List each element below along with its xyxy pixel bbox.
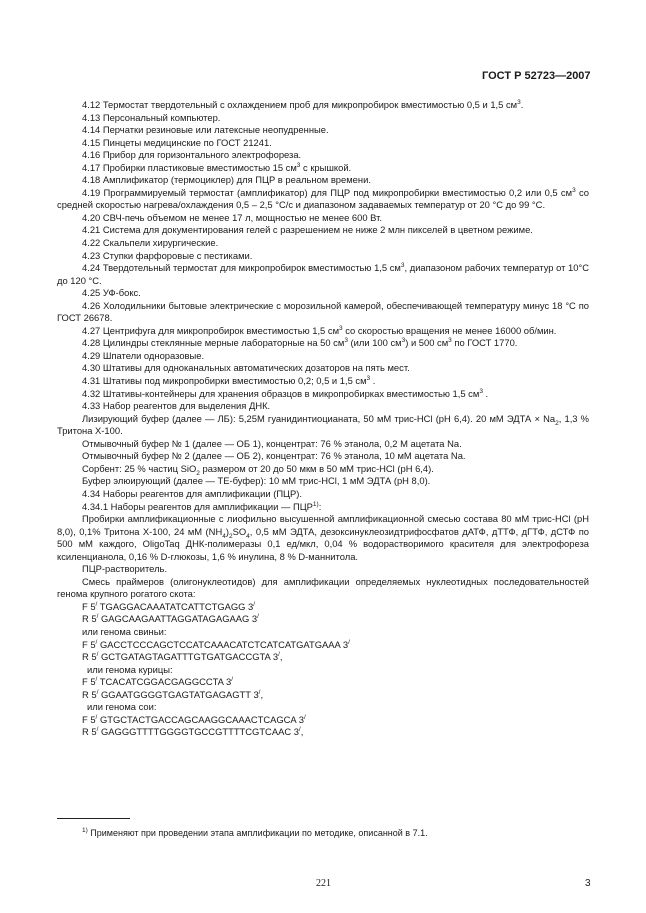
item-4-24: 4.24 Твердотельный термостат для микропробирок вместимостью 1,5 $см^3$, диапазоном рабочих температур от 10°С до 120 °С. (57, 261, 589, 286)
sorbent: Сорбент: 25 % частиц SiO$_2$ размером от 20 до 50 мкм в 50 мМ трис-HCl (pH 6,4). (82, 462, 434, 477)
item-4-27: 4.27 Центрифуга для микропробирок вместимостью 1,5 $см^3$ со скоростью вращения не менее 16000 об/мин. (82, 324, 557, 336)
elution-buffer: Буфер элюирующий (далее — ТЕ-буфер): 10 мМ трис-HCl, 1 мМ ЭДТА (pH 8,0). (82, 475, 431, 487)
sheet-number: 3 (585, 878, 591, 889)
item-4-18: 4.18 Амплификатор (термоциклер) для ПЦР в реальном времени. (82, 174, 371, 186)
item-4-16: 4.16 Прибор для горизонтального электрофореза. (82, 149, 302, 161)
item-4-19: 4.19 Программируемый термостат (амплификатор) для ПЦР под микропробирки вместимостью 0,2 или 0,5 $см^3$ со средней скоростью нагрева/охлаждения 0,5 – 2,5 °С/с и диапазоном задаваемых температур от 20 °С до 99 °С. (57, 186, 589, 211)
primer-cattle-r: R 5/ GAGCAAGAATTAGGATAGAGAAG 3/ (82, 613, 259, 625)
item-4-14: 4.14 Перчатки резиновые или латексные неопудренные. (82, 124, 329, 136)
primer-pig-r: R 5/ GCTGATAGTAGATTTGTGATGACCGTA 3/, (82, 650, 283, 663)
primer-soy-label: или генома сои: (87, 701, 157, 713)
lysis-buffer: Лизирующий буфер (далее — ЛБ): 5,25М гуанидинтиоцианата, 50 мМ трис-HCl (pH 6,4). 20 мМ ЭДТА × $Na_2$, 1,3 % Тритона Х-100. (57, 412, 590, 437)
item-4-25: 4.25 УФ-бокс. (82, 287, 141, 299)
item-4-33: 4.33 Набор реагентов для выделения ДНК. (82, 400, 271, 412)
item-4-29: 4.29 Шпатели одноразовые. (82, 349, 205, 361)
standard-header: ГОСТ Р 52723—2007 (482, 70, 591, 82)
wash-buffer-1: Отмывочный буфер № 1 (далее — ОБ 1), концентрат: 76 % этанола, 0,2 М ацетата Na. (82, 437, 462, 449)
item-4-21: 4.21 Система для документирования гелей с разрешением не ниже 2 млн пикселей в цветном режиме. (82, 224, 533, 236)
item-4-30: 4.30 Штативы для одноканальных автоматических дозаторов на пять мест. (82, 362, 410, 374)
item-4-32: 4.32 Штативы-контейнеры для хранения образцов в микропробирках вместимостью 1,5 $см^3$ . (82, 387, 489, 399)
page-number: 221 (316, 878, 331, 889)
primer-pig-f: F 5/ GACCTCCCAGCTCCATCAAACATCTCATCATGATGAAA 3/ (82, 638, 350, 650)
item-4-17: 4.17 Пробирки пластиковые вместимостью 15 $см^3$ с крышкой. (82, 161, 352, 173)
item-4-13: 4.13 Персональный компьютер. (82, 111, 221, 123)
wash-buffer-2: Отмывочный буфер № 2 (далее — ОБ 2), концентрат: 76 % этанола, 10 мМ ацетата Na. (82, 450, 466, 462)
item-4-22: 4.22 Скальпели хирургические. (82, 237, 219, 249)
item-4-31: 4.31 Штативы под микропробирки вместимостью 0,2; 0,5 и 1,5 $см^3$ . (82, 374, 376, 387)
primer-chicken-r: R 5/ GGAATGGGGTGAGTATGAGAGTT 3/, (82, 688, 264, 700)
primer-pig-label: или генома свиньи: (82, 625, 167, 637)
footnote-divider (57, 818, 130, 819)
primer-chicken-label: или генома курицы: (87, 663, 173, 675)
primer-cattle-f: F 5/ TGAGGACAAATATCATTCTGAGG 3/ (82, 600, 256, 612)
item-4-23: 4.23 Ступки фарфоровые с пестиками. (82, 249, 253, 261)
item-4-34-1: 4.34.1 Наборы реагентов для амплификации — ПЦР$^{1)}$: (82, 500, 322, 512)
item-4-20: 4.20 СВЧ-печь объемом не менее 17 л, мощностью не менее 600 Вт. (82, 211, 382, 223)
amplification-tubes: Пробирки амплификационные с лиофильно высушенной амплификационной смесью состава 80 мМ трис-HCl (pH 8,0), 0,1% Тритона Х-100, 24 мМ $(NH_4)_2SO_4$, 0,5 мМ ЭДТА, дезоксинуклеозидтрифосфатов дАТФ, дТТФ, дГТФ, дСТФ по 500 мМ каждого, OligoTaq ДНК-полимеразы 0,1 ед/мкл, 0,04 % водорастворимого красителя для электрофореза ксиленцианола, 0,16 % D-глюкозы, 1,6 % инулина, 8 % D-маннитола. (57, 513, 589, 562)
primer-chicken-f: F 5/ TCACATCGGACGAGGCCTA 3/ (82, 676, 234, 688)
primer-mix-intro: Смесь праймеров (олигонуклеотидов) для амплификации определяемых нуклеотидных последовательностей генома крупного рогатого скота: (57, 575, 589, 600)
item-4-26: 4.26 Холодильники бытовые электрические с морозильной камерой, обеспечивающей температуру минус 18 °С по ГОСТ 26678. (57, 299, 589, 324)
item-4-12: 4.12 Термостат твердотельный с охлаждением проб для микропробирок вместимостью 0,5 и 1,5 $см^3$. (82, 98, 524, 110)
primer-soy-r: R 5/ GAGGGTTTTGGGGTGCCGTTTTCGTCAAC 3/, (82, 726, 304, 738)
item-4-28: 4.28 Цилиндры стеклянные мерные лабораторные на 50 $см^3$ (или 100 $см^3$) и 500 $см^3$ по ГОСТ 1770. (82, 337, 518, 349)
item-4-34: 4.34 Наборы реагентов для амплификации (ПЦР). (82, 487, 302, 499)
footnote: $^{1)}$ Применяют при проведении этапа амплификации по методике, описанной в 7.1. (82, 827, 428, 838)
pcr-solvent: ПЦР-растворитель. (82, 563, 168, 575)
item-4-15: 4.15 Пинцеты медицинские по ГОСТ 21241. (82, 136, 272, 148)
primer-soy-f: F 5/ GTGCTACTGACCAGCAAGGCAAACTCAGCA 3/ (82, 713, 306, 725)
document-body (57, 99, 589, 739)
